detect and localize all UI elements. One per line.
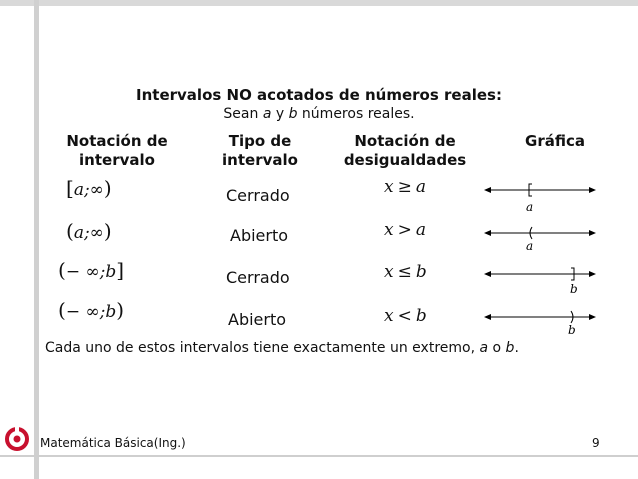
inequality-row-2: x > a <box>384 220 426 240</box>
top-bar <box>0 0 638 6</box>
graph-row-2 <box>482 221 602 257</box>
footer-course: Matemática Básica(Ing.) <box>40 436 186 450</box>
point-label-row-4: b <box>568 323 576 337</box>
arrow-right-icon <box>589 230 596 236</box>
header-tipo-intervalo: Tipo de intervalo <box>222 132 298 169</box>
graph-row-4 <box>482 305 602 341</box>
tipo-row-2: Abierto <box>230 226 289 245</box>
inequality-row-4: x < b <box>384 306 427 326</box>
header-notacion-desigualdades: Notación de desigualdades <box>343 132 467 169</box>
summary-note: Cada uno de estos intervalos tiene exactamente un extremo, a o b. <box>45 340 519 356</box>
interval-notation-row-4: (− ∞;b) <box>58 298 125 322</box>
interval-notation-row-3: (− ∞;b] <box>58 258 125 282</box>
page-number: 9 <box>592 436 600 450</box>
point-label-row-1: a <box>526 200 534 214</box>
header-grafica: Gráfica <box>525 132 585 150</box>
inequality-row-3: x ≤ b <box>384 262 427 282</box>
arrow-right-icon <box>589 314 596 320</box>
arrow-right-icon <box>589 187 596 193</box>
arrow-left-icon <box>484 230 491 236</box>
header-notacion-intervalo: Notación de intervalo <box>66 132 168 169</box>
interval-notation-row-2: (a;∞) <box>66 219 112 243</box>
inequality-row-1: x ≥ a <box>384 177 426 197</box>
point-label-row-3: b <box>570 282 578 296</box>
arrow-right-icon <box>589 271 596 277</box>
arrow-left-icon <box>484 187 491 193</box>
slide-subtitle: Sean a y b números reales. <box>223 106 415 122</box>
graph-row-1 <box>482 178 602 214</box>
interval-notation-row-1: [a;∞) <box>66 176 112 200</box>
arrow-left-icon <box>484 314 491 320</box>
tipo-row-1: Cerrado <box>226 186 290 205</box>
tipo-row-4: Abierto <box>228 310 287 329</box>
graph-row-3 <box>482 262 602 298</box>
point-label-row-2: a <box>526 239 534 253</box>
university-logo-icon <box>4 426 30 452</box>
left-frame-line <box>34 0 39 479</box>
tipo-row-3: Cerrado <box>226 268 290 287</box>
arrow-left-icon <box>484 271 491 277</box>
footer-divider <box>0 455 638 457</box>
slide-title: Intervalos NO acotados de números reales: <box>136 86 502 104</box>
